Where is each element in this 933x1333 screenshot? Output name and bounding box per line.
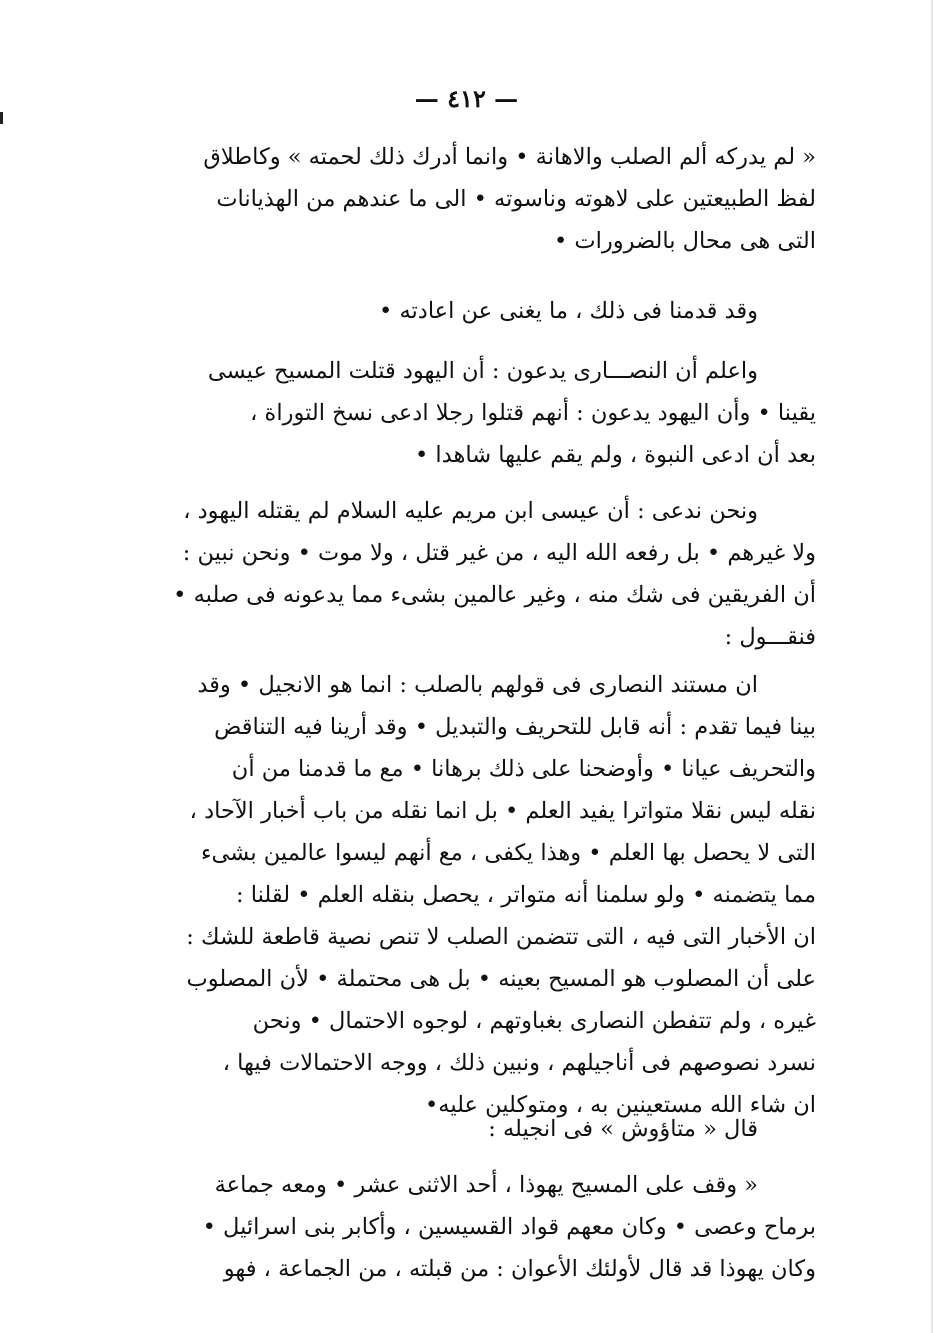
text-line: ان شاء الله مستعينين به ، ومتوكلين عليه•: [424, 1092, 816, 1118]
text-line: يقينا • وأن اليهود يدعون : أنهم قتلوا رجلا ادعى نسخ التوراة ،: [250, 400, 816, 426]
text-line: ان مستند النصارى فى قولهم بالصلب : انما هو الانجيل • وقد: [197, 672, 758, 698]
text-line: « وقف على المسيح يهوذا ، أحد الاثنى عشر • ومعه جماعة: [214, 1172, 758, 1198]
page-number: — ٤١٢ —: [414, 84, 519, 113]
text-line: « لم يدركه ألم الصلب والاهانة • وانما أدرك ذلك لحمته » وكاطلاق: [203, 144, 816, 170]
text-line: ان الأخبار التى فيه ، التى تتضمن الصلب لا تنص نصية قاطعة للشك :: [186, 924, 816, 950]
text-line: ونحن ندعى : أن عيسى ابن مريم عليه السلام لم يقتله اليهود ،: [183, 498, 758, 524]
text-line: فنقـــول :: [724, 624, 816, 650]
text-line: والتحريف عيانا • وأوضحنا على ذلك برهانا • مع ما قدمنا من أن: [231, 756, 816, 782]
text-line: نقله ليس نقلا متواترا يفيد العلم • بل انما نقله من باب أخبار الآحاد ،: [189, 798, 816, 824]
text-line: مما يتضمنه • ولو سلمنا أنه متواتر ، يحصل بنقله العلم • لقلنا :: [236, 882, 816, 908]
text-line: نسرد نصوصهم فى أناجيلهم ، ونبين ذلك ، ووجه الاحتمالات فيها ،: [222, 1050, 816, 1076]
text-line: قال « متاؤوش » فى انجيله :: [488, 1116, 758, 1142]
text-line: التى هى محال بالضرورات •: [554, 228, 816, 254]
text-line: وقد قدمنا فى ذلك ، ما يغنى عن اعادته •: [379, 298, 758, 324]
paragraph-2: [96, 290, 816, 332]
text-line: أن الفريقين فى شك منه ، وغير عالمين بشىء مما يدعونه فى صلبه •: [173, 582, 816, 608]
text-line: برماح وعصى • وكان معهم قواد القسيسين ، وأكابر بنى اسرائيل •: [202, 1214, 816, 1240]
scan-mark: [0, 112, 3, 124]
paragraph-3: [96, 350, 816, 476]
text-line: بعد أن ادعى النبوة ، ولم يقم عليها شاهدا •: [415, 442, 816, 468]
paragraph-6: [96, 1108, 816, 1150]
text-line: واعلم أن النصـــارى يدعون : أن اليهود قتلت المسيح عيسى: [207, 358, 758, 384]
text-line: التى لا يحصل بها العلم • وهذا يكفى ، مع أنهم ليسوا عالمين بشىء: [200, 840, 816, 866]
paragraph-1: [96, 136, 816, 262]
text-line: غيره ، ولم تتفطن النصارى بغباوتهم ، لوجوه الاحتمال • ونحن: [252, 1008, 816, 1034]
text-line: بينا فيما تقدم : أنه قابل للتحريف والتبديل • وقد أرينا فيه التناقض: [214, 714, 816, 740]
paragraph-4: [96, 490, 816, 658]
text-line: ولا غيرهم • بل رفعه الله اليه ، من غير قتل ، ولا موت • ونحن نبين :: [182, 540, 816, 566]
text-line: وكان يهوذا قد قال لأولئك الأعوان : من قبلته ، من الجماعة ، فهو: [223, 1256, 816, 1282]
text-line: على أن المصلوب هو المسيح بعينه • بل هى محتملة • لأن المصلوب: [186, 966, 816, 992]
text-line: لفظ الطبيعتين على لاهوته وناسوته • الى ما عندهم من الهذيانات: [216, 186, 816, 212]
paragraph-5: [96, 664, 816, 1126]
paragraph-7: [96, 1164, 816, 1290]
